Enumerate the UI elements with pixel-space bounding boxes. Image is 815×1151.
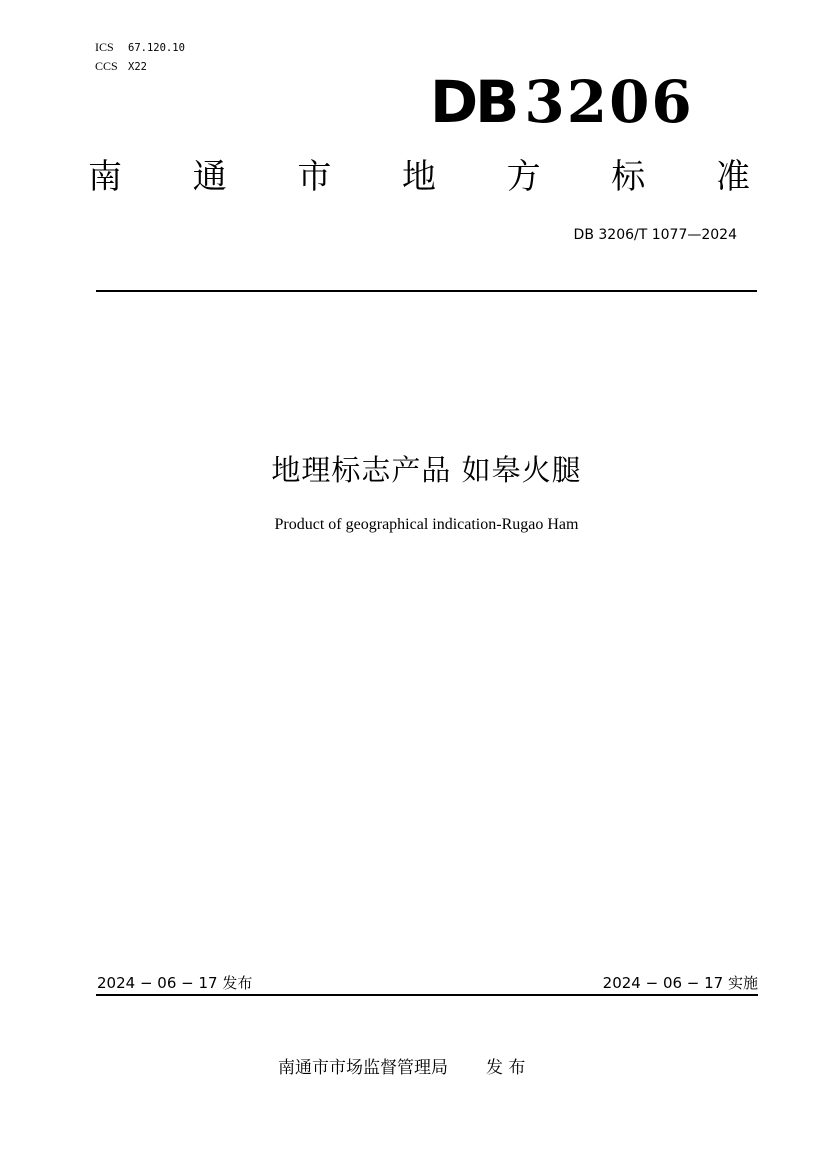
header-title-char: 市 [297,157,332,197]
ccs-label: CCS [95,59,118,73]
ics-value: 67.120.10 [128,42,185,54]
release-date: 2024 − 06 − 17 发布 [97,974,253,992]
ccs-value: X22 [128,61,147,73]
header-title-char: 标 [611,157,646,197]
header-title [88,157,750,197]
standard-code-letters: DB [430,68,517,136]
bottom-divider [96,994,758,996]
ics-code [95,40,185,55]
header-title-char: 准 [715,157,750,197]
header-title-char: 方 [506,157,541,197]
ics-label: ICS [95,40,114,54]
top-divider [96,290,757,292]
standard-code [430,68,694,136]
standard-number: DB 3206/T 1077—2024 [573,227,737,243]
header-title-char: 地 [401,157,436,197]
standard-code-number: 3206 [524,68,694,136]
implementation-date: 2024 − 06 − 17 实施 [602,974,758,992]
publisher-action: 发 布 [486,1058,526,1078]
publisher-name: 南通市市场监督管理局 [278,1058,448,1078]
header-title-char: 南 [88,157,122,197]
title-english: Product of geographical indication-Rugao Ham [274,516,579,533]
title-chinese: 地理标志产品 如皋火腿 [271,453,582,487]
header-title-char: 通 [192,157,227,197]
ccs-code [95,59,147,74]
publisher [278,1053,525,1078]
